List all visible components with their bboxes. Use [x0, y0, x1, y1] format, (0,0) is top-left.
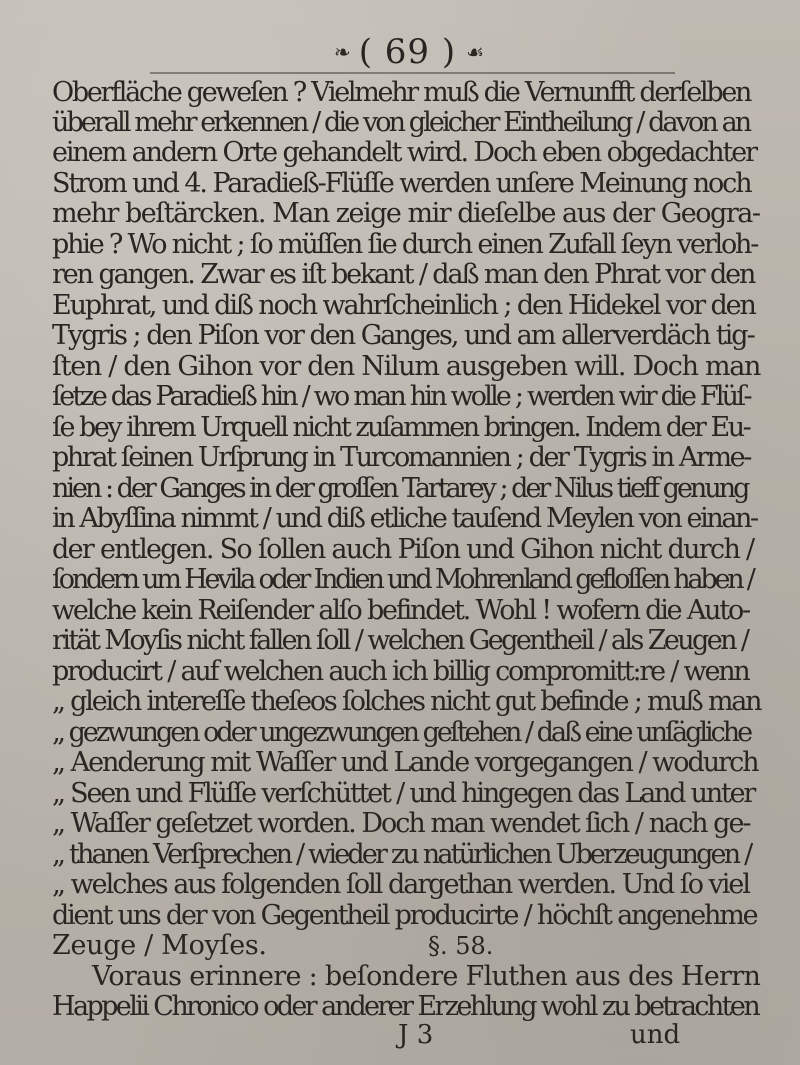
text-line: ſten / den Gihon vor den Nilum ausgeben will. Doch man — [52, 351, 761, 382]
page-number: ( 69 ) — [358, 32, 457, 72]
text-line: der entlegen. So ſollen auch Piſon und Gihon nicht durch / — [52, 534, 754, 565]
text-line: ſe bey ihrem Urquell nicht zuſammen bringen. Indem der Eu- — [52, 412, 750, 443]
text-line: ſondern um Hevila oder Indien und Mohrenland gefloſſen haben / — [52, 564, 753, 595]
text-line: Tygris ; den Piſon vor den Ganges, und am allerverdäch tig- — [52, 320, 754, 351]
page-header — [258, 30, 558, 74]
text-line: mehr beſtärcken. Man zeige mir dieſelbe aus der Geogra- — [52, 198, 760, 229]
text-line: rität Moyſis nicht fallen ſoll / welchen Gegentheil / als Zeugen / — [52, 625, 748, 656]
text-line: Happelii Chronico oder anderer Erzehlung wohl zu betrachten — [52, 991, 759, 1022]
text-line: ſetze das Paradieß hin / wo man hin wolle ; werden wir die Flüſ- — [52, 381, 750, 412]
header-rule — [150, 72, 675, 74]
text-line: „ thanen Verſprechen / wieder zu natürlichen Uberzeugungen / — [52, 839, 751, 870]
text-line: phrat ſeinen Urſprung in Turcomannien ; der Tygris in Arme- — [52, 442, 750, 473]
text-line: nien : der Ganges in der groſſen Tartarey ; der Nilus tieff genung — [52, 473, 748, 504]
ornament-right-icon: ☙ — [466, 40, 483, 64]
text-line: welche kein Reiſender alſo befindet. Wohl ! wofern die Auto- — [52, 595, 749, 626]
section-mark: §. 58. — [428, 932, 494, 960]
text-line: „ Waſſer geſetzet worden. Doch man wendet ſich / nach ge- — [52, 808, 750, 839]
text-line: „ Aenderung mit Waſſer und Lande vorgegangen / wodurch — [52, 747, 758, 778]
text-line: Voraus erinnere : beſondere Fluthen aus des Herrn — [92, 961, 761, 992]
signature-mark: J 3 — [398, 1020, 434, 1050]
text-line: überall mehr erkennen / die von gleicher Eintheilung / davon an — [52, 107, 750, 138]
text-line: „ welches aus folgenden ſoll dargethan werden. Und ſo viel — [52, 869, 750, 900]
text-line: in Abyſſina nimmt / und diß etliche tauſend Meylen von einan- — [52, 503, 757, 534]
text-line: Zeuge / Moyſes. — [52, 930, 267, 961]
text-line: „ gezwungen oder ungezwungen geſtehen / daß eine unſägliche — [52, 717, 751, 748]
text-line: Strom und 4. Paradieß-Flüſſe werden unſere Meinung noch — [52, 168, 751, 199]
text-line: Euphrat, und diß noch wahrſcheinlich ; den Hidekel vor den — [52, 290, 755, 321]
text-line: Oberfläche geweſen ? Vielmehr muß die Vernunfft derſelben — [52, 77, 751, 108]
text-line: dient uns der von Gegentheil producirte / höchſt angenehme — [52, 900, 757, 931]
text-line: producirt / auf welchen auch ich billig compromitt:re / wenn — [52, 656, 749, 687]
ornament-left-icon: ❧ — [333, 40, 349, 64]
text-line: „ Seen und Flüſſe verſchüttet / und hingegen das Land unter — [52, 778, 755, 809]
text-line: „ gleich intereſſe theſeos ſolches nicht gut befinde ; muß man — [52, 686, 761, 717]
text-line: ren gangen. Zwar es iſt bekant / daß man den Phrat vor den — [52, 259, 755, 290]
catchword: und — [630, 1020, 681, 1050]
text-line: einem andern Orte gehandelt wird. Doch eben obgedachter — [52, 137, 756, 168]
text-line: phie ? Wo nicht ; ſo müſſen ſie durch einen Zufall ſeyn verloh- — [52, 229, 758, 260]
